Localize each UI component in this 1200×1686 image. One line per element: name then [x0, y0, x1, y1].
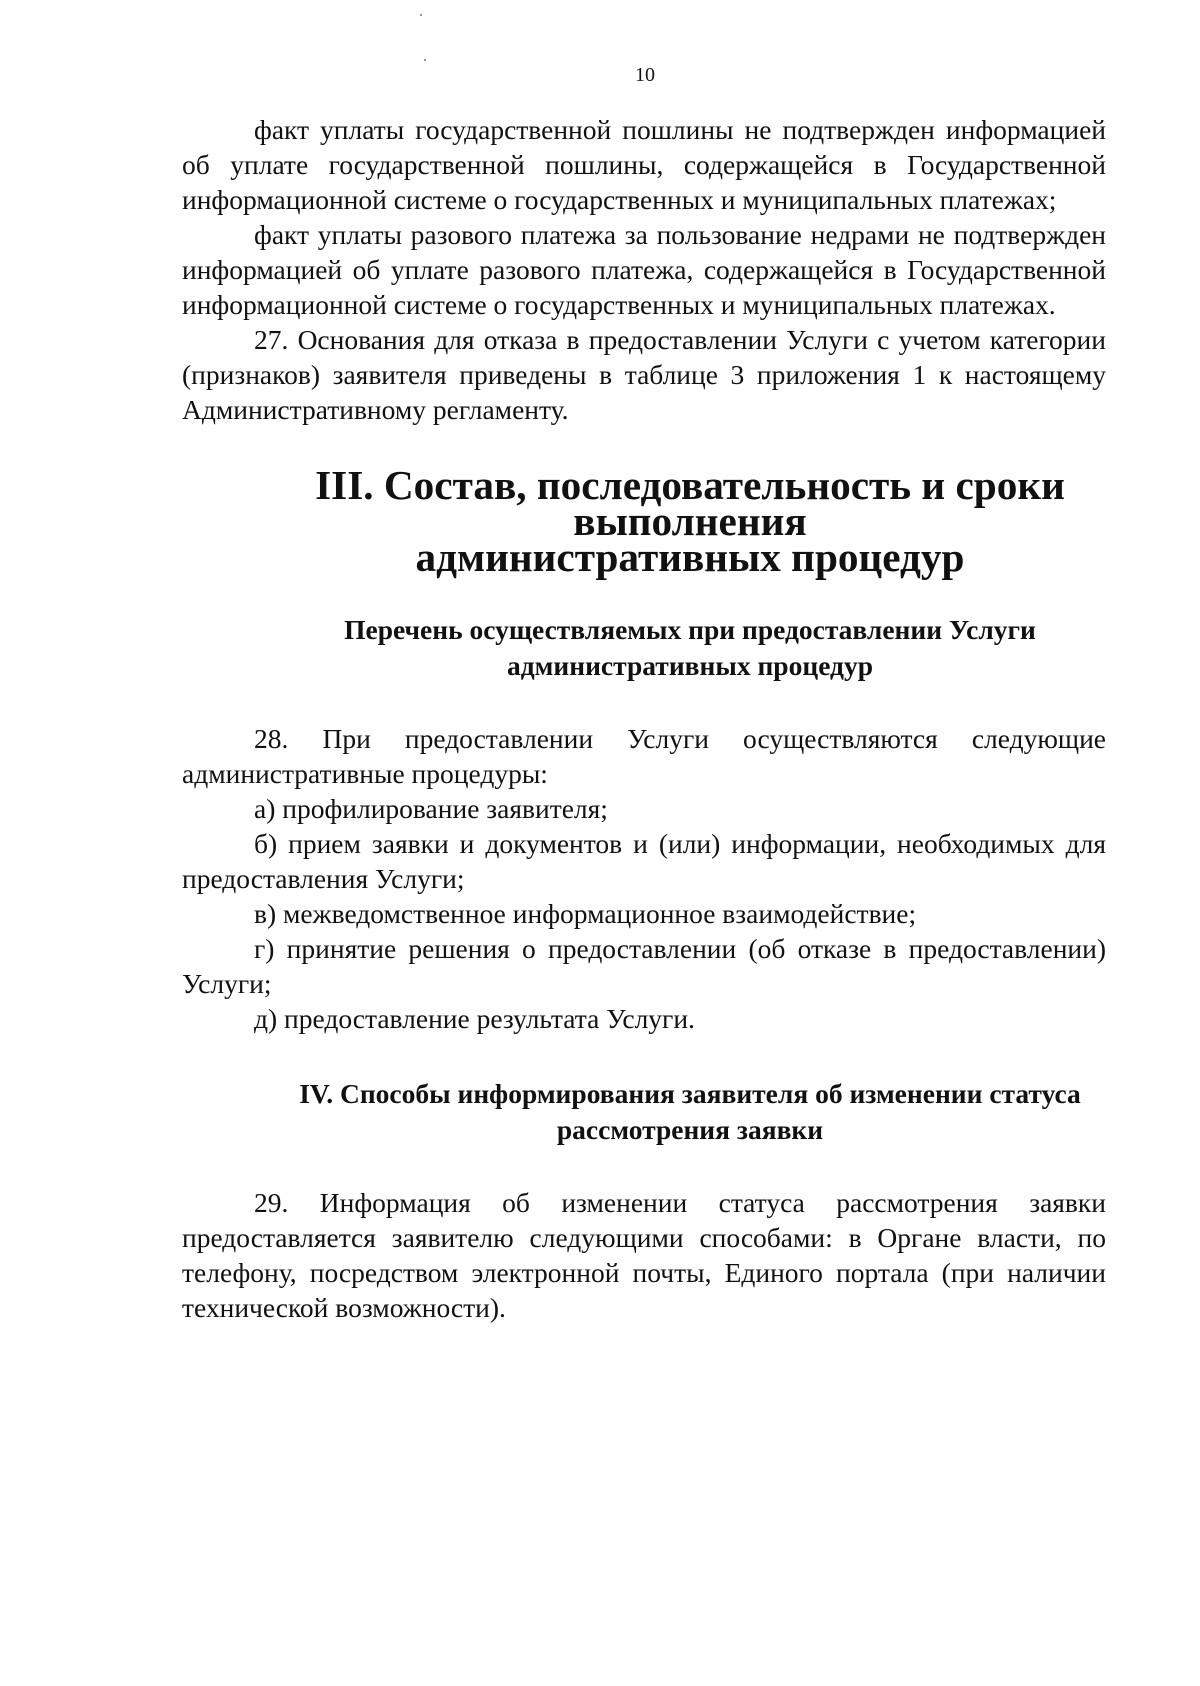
section-4-title [182, 1076, 1106, 1148]
section-3-subtitle [182, 612, 1106, 684]
section-3-title-line-2: административных процедур [415, 534, 965, 580]
paragraph-fee-not-confirmed: факт уплаты государственной пошлины не подтвержден информацией об уплате государственной пошлины, содержащейся в Государственной информационной системе о государственных и муниципальных платежах; [182, 114, 1106, 215]
section-3-subtitle-line-2: административных процедур [507, 650, 873, 681]
section-3-title [182, 462, 1106, 580]
paragraph-27: 27. Основания для отказа в предоставлении Услуги с учетом категории (признаков) заявителя приведены в таблице 3 приложения 1 к настоящему Административному регламенту. [182, 324, 1106, 425]
section-4-title-line-1: IV. Способы информирования заявителя об изменении статуса [299, 1078, 1081, 1109]
procedure-item-d: д) предоставление результата Услуги. [254, 1003, 695, 1034]
section-4-title-line-2: рассмотрения заявки [556, 1114, 824, 1145]
procedure-item-b: б) прием заявки и документов и (или) информации, необходимых для предоставления Услуги; [182, 828, 1106, 894]
section-3-title-line-1: III. Состав, последовательность и сроки выполнения [315, 462, 1065, 544]
scan-speck [424, 59, 426, 61]
section-3-subtitle-line-1: Перечень осуществляемых при предоставлении Услуги [344, 614, 1036, 645]
paragraph-payment-not-confirmed: факт уплаты разового платежа за пользование недрами не подтвержден информацией об уплате разового платежа, содержащейся в Государственной информационной системе о государственных и муниципальных платежах. [182, 219, 1106, 320]
procedure-item-a: а) профилирование заявителя; [254, 793, 608, 824]
procedure-item-v: в) межведомственное информационное взаимодействие; [254, 898, 917, 929]
scan-speck [420, 14, 422, 16]
document-body [182, 112, 1106, 1325]
procedure-item-g: г) принятие решения о предоставлении (об отказе в предоставлении) Услуги; [182, 933, 1106, 999]
page-number: 10 [635, 64, 655, 86]
paragraph-28: 28. При предоставлении Услуги осуществляются следующие административные процедуры: [182, 723, 1106, 789]
paragraph-29: 29. Информация об изменении статуса рассмотрения заявки предоставляется заявителю следующими способами: в Органе власти, по телефону, посредством электронной почты, Единого портала (при наличии технической возможности). [182, 1187, 1106, 1323]
